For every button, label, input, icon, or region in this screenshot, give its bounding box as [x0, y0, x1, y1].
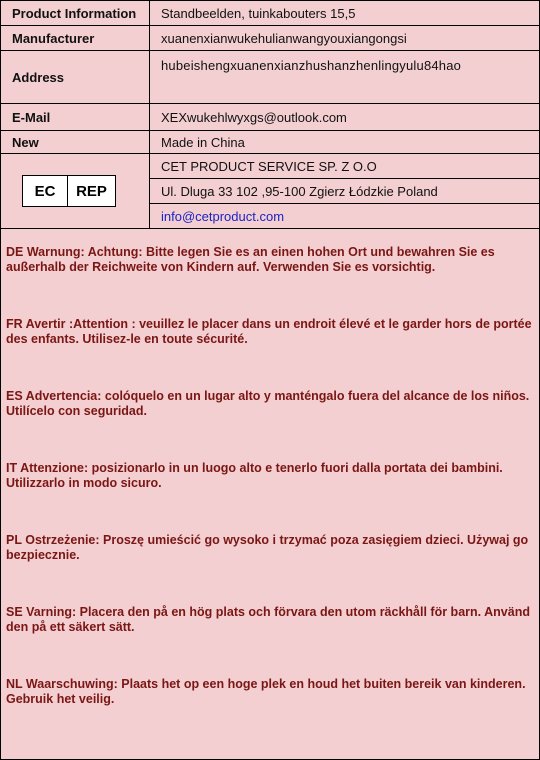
manufacturer-value: xuanenxianwukehulianwangyouxiangongsi [150, 26, 540, 51]
address-row [1, 51, 540, 104]
product-label: Product Information [1, 1, 150, 26]
ec-rep-company-row [1, 154, 540, 179]
product-info-table [0, 0, 540, 229]
ec-rep-email-cell [150, 204, 540, 229]
manufacturer-row [1, 26, 540, 51]
ec-rep-mark [22, 175, 116, 207]
ec-rep-address: Ul. Dluga 33 102 ,95-100 Zgierz Łódzkie Poland [150, 179, 540, 204]
address-value: hubeishengxuanenxianzhushanzhenlingyulu84hao [150, 51, 540, 104]
warning-se: SE Varning: Placera den på en hög plats och förvara den utom räckhåll för barn. Använd den på ett säkert sätt. [6, 605, 530, 634]
address-label: Address [1, 51, 150, 104]
new-row [1, 131, 540, 154]
warning-fr: FR Avertir :Attention : veuillez le placer dans un endroit élevé et le garder hors de portée des enfants. Utilisez-le en toute sécurité. [6, 317, 532, 346]
manufacturer-label: Manufacturer [1, 26, 150, 51]
warning-de: DE Warnung: Achtung: Bitte legen Sie es an einen hohen Ort und bewahren Sie es außerhalb der Reichweite von Kindern auf. Verwenden Sie es vorsichtig. [6, 245, 495, 274]
new-value: Made in China [150, 131, 540, 154]
ec-rep-company: CET PRODUCT SERVICE SP. Z O.O [150, 154, 540, 179]
ec-mark-text: EC [23, 176, 68, 206]
rep-mark-text: REP [76, 182, 107, 200]
new-label: New [1, 131, 150, 154]
warning-nl: NL Waarschuwing: Plaats het op een hoge plek en houd het buiten bereik van kinderen. Gebruik het veilig. [6, 677, 526, 706]
product-row [1, 1, 540, 26]
email-value: XEXwukehlwyxgs@outlook.com [150, 104, 540, 131]
ec-rep-cell [1, 154, 150, 229]
email-label: E-Mail [1, 104, 150, 131]
product-value: Standbeelden, tuinkabouters 15,5 [150, 1, 540, 26]
email-row [1, 104, 540, 131]
warning-pl: PL Ostrzeżenie: Proszę umieścić go wysoko i trzymać poza zasięgiem dzieci. Używaj go bezpiecznie. [6, 533, 529, 562]
warning-es: ES Advertencia: colóquelo en un lugar alto y manténgalo fuera del alcance de los niños. Utilícelo con seguridad. [6, 389, 530, 418]
warning-it: IT Attenzione: posizionarlo in un luogo alto e tenerlo fuori dalla portata dei bambini. Utilizzarlo in modo sicuro. [6, 461, 503, 490]
ec-rep-email-link[interactable]: info@cetproduct.com [161, 208, 285, 224]
